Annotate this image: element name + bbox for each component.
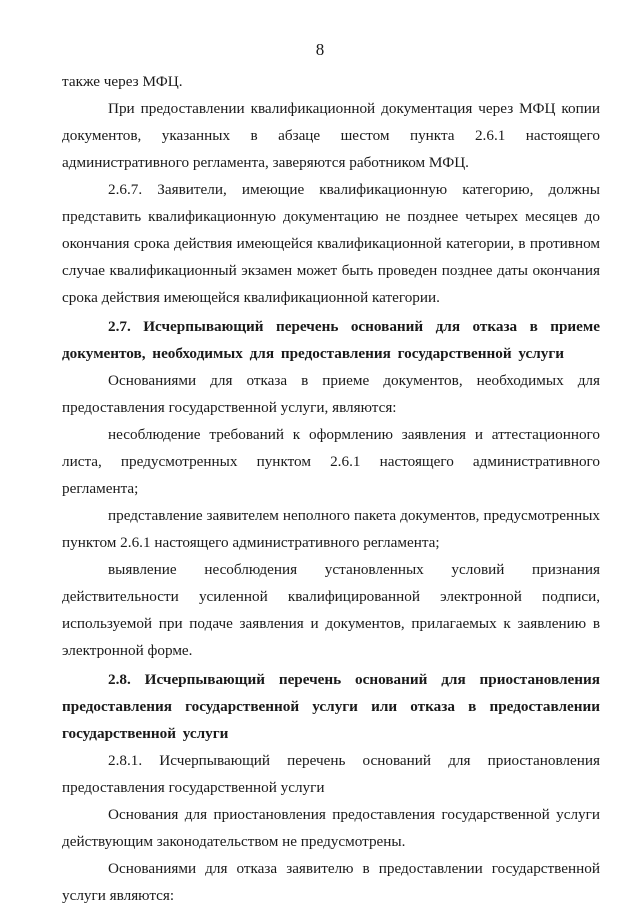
list-item-incomplete-package: представление заявителем неполного пакета документов, предусмотренных пунктом 2.6.1 настоящего административного регламента; [62, 507, 600, 551]
list-item-signature-invalid: выявление несоблюдения установленных условий признания действительности усиленной квалифицированной электронной подписи, используемой при подаче заявления и документов, прилагаемых к заявлению в электронной форме. [62, 561, 600, 659]
paragraph-2-8-1: 2.8.1. Исчерпывающий перечень оснований для приостановления предоставления государственной услуги [62, 752, 600, 796]
section-heading-2-7: 2.7. Исчерпывающий перечень оснований для отказа в приеме документов, необходимых для предоставления государственной услуги [62, 318, 600, 362]
page-number: 8 [315, 40, 325, 59]
paragraph-no-suspension-grounds: Основания для приостановления предоставления государственной услуги действующим законодательством не предусмотрены. [62, 806, 600, 850]
paragraph-mfc-copies: При предоставлении квалификационной документация через МФЦ копии документов, указанных в абзаце шестом пункта 2.6.1 настоящего административного регламента, заверяются работником МФЦ. [62, 100, 600, 171]
document-body [62, 68, 600, 909]
paragraph-refusal-grounds-intro: Основаниями для отказа в приеме документов, необходимых для предоставления государственной услуги, являются: [62, 372, 600, 416]
section-heading-2-8: 2.8. Исчерпывающий перечень оснований для приостановления предоставления государственной услуги или отказа в предоставлении государственной услуги [62, 671, 600, 742]
paragraph-2-6-7: 2.6.7. Заявители, имеющие квалификационную категорию, должны представить квалификационную документацию не позднее четырех месяцев до окончания срока действия имеющейся квалификационной категории, в противном случае квалификационный экзамен может быть проведен позднее даты окончания срока действия имеющейся квалификационной категории. [62, 181, 600, 306]
list-item-noncompliance: несоблюдение требований к оформлению заявления и аттестационного листа, предусмотренных пунктом 2.6.1 настоящего административного регламента; [62, 426, 600, 497]
paragraph-refusal-grounds: Основаниями для отказа заявителю в предоставлении государственной услуги являются: [62, 860, 600, 904]
paragraph-continuation: также через МФЦ. [62, 73, 183, 90]
